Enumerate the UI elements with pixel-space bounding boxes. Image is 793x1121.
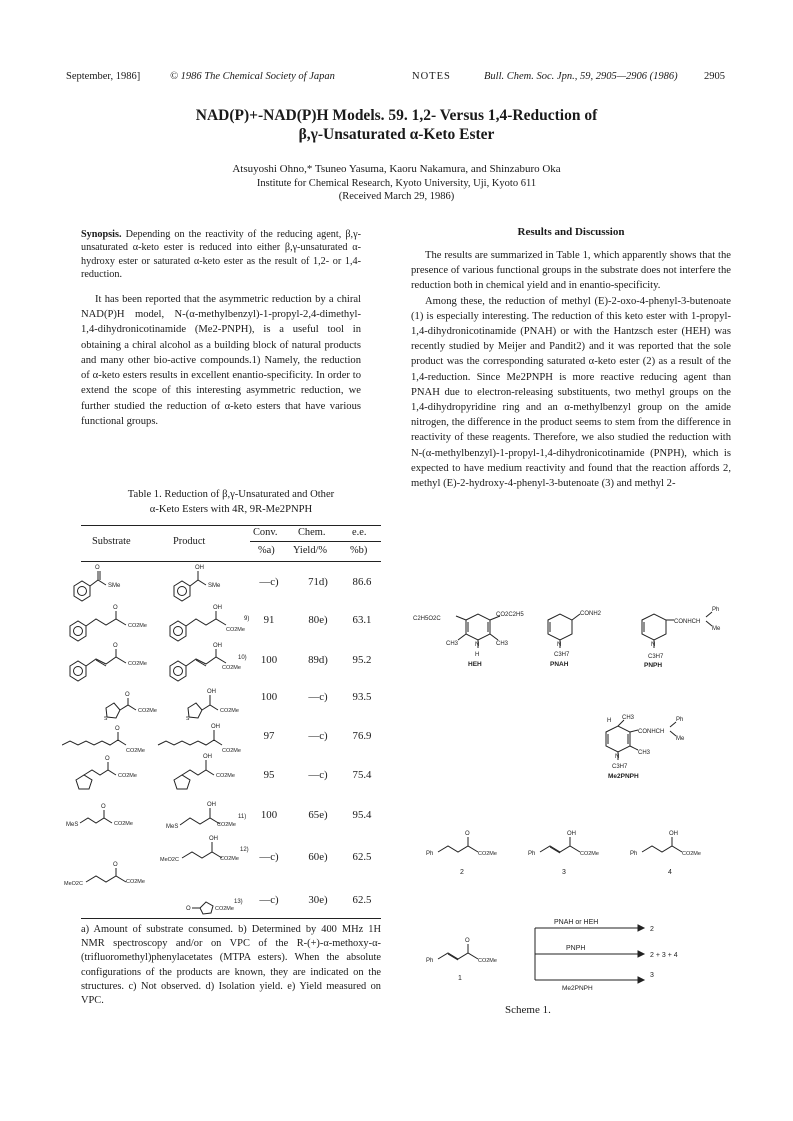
- label-o: O: [186, 906, 191, 912]
- row6-conv: 95: [263, 769, 275, 781]
- label-pnph: PNPH: [644, 662, 663, 669]
- header-section: NOTES: [412, 71, 451, 82]
- substrate-5: [62, 726, 145, 754]
- label-o: O: [465, 831, 470, 837]
- label-o: O: [95, 565, 100, 571]
- substrate-3: [70, 643, 147, 681]
- arrowhead-1: [638, 925, 644, 931]
- synopsis: [81, 228, 361, 282]
- table-footnotes: a) Amount of substrate consumed. b) Determined by 400 MHz 1H NMR spectroscopy and/or on VPC of the R-(+)-α-methoxy-α-(trifluoromethyl)phenylacetates (MTPA esters). When the absolute configurations of the products are known, they are indicated on the structures. c) Not observed. d) Isolation yield. e) Yield measured on VPC.: [81, 924, 381, 1007]
- label-me2pnph: Me2PNPH: [608, 773, 639, 780]
- label-co2me: CO2Me: [215, 906, 234, 912]
- row2-ee: 63.1: [352, 614, 372, 626]
- label-co2me: CO2Me: [216, 773, 235, 779]
- label-heh-left: C2H5O2C: [413, 616, 441, 622]
- substrate-7: [66, 804, 133, 828]
- table-caption-line2: α-Keto Esters with 4R, 9R-Me2PNPH: [149, 504, 313, 515]
- table-top-rule: [81, 525, 381, 526]
- ref-note-9: 9): [244, 616, 250, 622]
- label-co2me: CO2Me: [126, 748, 145, 754]
- product-8: [160, 836, 249, 863]
- compound-4: [630, 831, 701, 876]
- label-oh: OH: [213, 643, 222, 649]
- label-conh2: CONH2: [580, 611, 602, 617]
- table-header-subrule: [250, 541, 381, 542]
- scheme-1: [410, 910, 740, 1000]
- label-co2me: CO2Me: [220, 856, 239, 862]
- header-chem: Chem.: [298, 527, 326, 538]
- label-cpd3: 3: [562, 869, 566, 876]
- label-n: N: [651, 642, 656, 648]
- header-copyright: © 1986 The Chemical Society of Japan: [170, 71, 335, 82]
- table-structures: [62, 560, 262, 920]
- label-meo2c: MeO2C: [64, 881, 83, 887]
- header-conv: Conv.: [253, 527, 278, 538]
- scheme-caption: Scheme 1.: [505, 1004, 551, 1016]
- label-cpd4: 4: [668, 869, 672, 876]
- label-o: O: [125, 692, 130, 698]
- label-co2me: CO2Me: [114, 821, 133, 827]
- row1-conv: —c): [259, 576, 279, 588]
- synopsis-label: Synopsis.: [81, 229, 122, 240]
- article-received: (Received March 29, 1986): [338, 191, 455, 202]
- results-heading: Results and Discussion: [517, 226, 625, 238]
- arrow3-product: 3: [650, 972, 654, 979]
- label-c3h7: C3H7: [648, 654, 664, 660]
- pnph-structure: [642, 607, 721, 669]
- label-me: Me: [712, 626, 721, 632]
- label-co2me: CO2Me: [222, 748, 241, 754]
- results-para1: The results are summarized in Table 1, which apparently shows that the presence of various functional groups in the substrate does not interfere the reduction both in chemical yield and in enantio-specificity.: [411, 250, 731, 292]
- reagent-structures: [410, 602, 740, 792]
- label-co2me: CO2Me: [478, 851, 497, 857]
- label-mes: MeS: [66, 822, 79, 828]
- compound-structures: [410, 822, 740, 882]
- page-number: 2905: [704, 71, 725, 82]
- label-co2me: CO2Me: [138, 708, 157, 714]
- label-n: N: [475, 642, 480, 648]
- row1-yield: 71d): [308, 576, 328, 588]
- row3-conv: 100: [260, 654, 278, 666]
- arrow1-product: 2: [650, 926, 654, 933]
- label-ch3: CH3: [622, 715, 635, 721]
- results-para2: Among these, the reduction of methyl (E)-2-oxo-4-phenyl-3-butenoate (1) is especially interesting. The reduction of this keto ester with 1-propyl-1,4-dihydronicotinamide (PNAH) or with the Hantzsch ester (HEH) was recently studied by Meijer and Pandit2) and it was reported that the sole product was the corresponding saturated α-keto ester (2) as a result of the 1,4-reduction. Since Me2PNPH is more reactive reducing agent than PNAH due to electron-releasing substituents, two methyl groups on the 1,4-dihydropyridine ring and an α-methylbenzyl group on the amide nitrogen, the difference in the product seems to stem from the difference in reactivity of these reagents. Therefore, we also studied the reduction with N-(α-methylbenzyl)-1-propyl-1,4-dihydronicotinamide (PNPH), which is expected to have medium reactivity and found that the reaction affords 2, methyl (E)-2-hydroxy-4-phenyl-3-butenoate (3) and methyl 2-: [411, 295, 731, 490]
- row5-conv: 97: [263, 730, 275, 742]
- article-title-line2: β,γ-Unsaturated α-Keto Ester: [298, 126, 495, 143]
- product-7: [166, 802, 246, 830]
- svg-text:S: S: [104, 716, 108, 722]
- header-date: September, 1986]: [66, 71, 141, 82]
- label-heh: HEH: [468, 661, 482, 668]
- row3-ee: 95.2: [352, 654, 372, 666]
- label-ch3: CH3: [638, 750, 651, 756]
- label-pnah: PNAH: [550, 661, 569, 668]
- arrowhead-2: [638, 951, 644, 957]
- product-3: [170, 643, 247, 681]
- right-column: [411, 248, 731, 491]
- substrate-2: [70, 605, 147, 641]
- compound-2: [426, 831, 497, 876]
- label-ph: Ph: [426, 851, 434, 857]
- row7-conv: 100: [260, 809, 278, 821]
- header-product: Product: [173, 536, 206, 547]
- compound-1: [426, 938, 497, 982]
- label-co2me: CO2Me: [118, 773, 137, 779]
- label-ph: Ph: [426, 958, 434, 964]
- label-co2me: CO2Me: [220, 708, 239, 714]
- label-h: H: [607, 718, 612, 724]
- row5-yield: —c): [308, 730, 328, 742]
- row7-ee: 95.4: [352, 809, 372, 821]
- arrow3-reagent: Me2PNPH: [562, 985, 593, 992]
- label-conhch: CONHCH: [638, 729, 665, 735]
- label-meo2c: MeO2C: [160, 857, 179, 863]
- row8-conv: —c): [259, 851, 279, 863]
- article-affiliation: Institute for Chemical Research, Kyoto University, Uji, Kyoto 611: [256, 178, 537, 189]
- label-oh: OH: [669, 831, 678, 837]
- article-authors: Atsuyoshi Ohno,* Tsuneo Yasuma, Kaoru Nakamura, and Shinzaburo Oka: [232, 163, 561, 175]
- arrow1-reagent: PNAH or HEH: [554, 919, 599, 926]
- label-o: O: [105, 756, 110, 762]
- product-4: [186, 689, 239, 722]
- label-cpd2: 2: [460, 869, 464, 876]
- label-oh: OH: [567, 831, 576, 837]
- row8-yield: 60e): [308, 851, 328, 863]
- label-co2me: CO2Me: [478, 958, 497, 964]
- arrow2-reagent: PNPH: [566, 945, 586, 952]
- row4-conv: 100: [260, 691, 278, 703]
- row7-yield: 65e): [308, 809, 328, 821]
- label-ph: Ph: [712, 607, 720, 613]
- label-o: O: [465, 938, 470, 944]
- label-n: N: [557, 642, 562, 648]
- ref-note-12: 12): [240, 847, 249, 853]
- label-c3h7: C3H7: [612, 764, 628, 770]
- label-ph: Ph: [676, 717, 684, 723]
- label-mes: MeS: [166, 824, 179, 830]
- label-o: O: [101, 804, 106, 810]
- label-n: N: [615, 754, 620, 760]
- label-sme: SMe: [108, 583, 121, 589]
- row9-conv: —c): [259, 894, 279, 906]
- left-column: [81, 228, 361, 429]
- product-6: [174, 754, 235, 789]
- label-ph: Ph: [528, 851, 536, 857]
- table-caption: [81, 487, 381, 517]
- row2-conv: 91: [263, 614, 275, 626]
- label-co2me: CO2Me: [128, 623, 147, 629]
- label-oh: OH: [203, 754, 212, 760]
- row8-ee: 62.5: [352, 851, 372, 863]
- label-ch3: CH3: [446, 641, 459, 647]
- label-co2me: CO2Me: [222, 665, 241, 671]
- label-ch3: CH3: [496, 641, 509, 647]
- table-caption-line1: Table 1. Reduction of β,γ-Unsaturated and Other: [127, 489, 335, 500]
- row9-ee: 62.5: [352, 894, 372, 906]
- label-h: H: [475, 652, 480, 658]
- label-heh-right: CO2C2H5: [496, 612, 524, 618]
- header-chem-unit: Yield/%: [293, 545, 328, 556]
- product-5: [158, 724, 241, 754]
- label-o: O: [113, 605, 118, 611]
- label-ph: Ph: [630, 851, 638, 857]
- compound-3: [528, 831, 599, 876]
- substrate-1: [74, 565, 121, 601]
- label-o: O: [115, 726, 120, 732]
- label-oh: OH: [195, 565, 204, 571]
- label-co2me: CO2Me: [126, 879, 145, 885]
- label-sme: SMe: [208, 583, 221, 589]
- ref-note-13: 13): [234, 899, 243, 905]
- label-co2me: CO2Me: [226, 627, 245, 633]
- row4-yield: —c): [308, 691, 328, 703]
- label-co2me: CO2Me: [217, 822, 236, 828]
- label-oh: OH: [209, 836, 218, 842]
- product-2: [170, 605, 249, 641]
- row6-yield: —c): [308, 769, 328, 781]
- header-substrate: Substrate: [92, 536, 131, 547]
- label-me: Me: [676, 736, 685, 742]
- article-title-line1: NAD(P)+-NAD(P)H Models. 59. 1,2- Versus 1,4-Reduction of: [195, 107, 598, 124]
- svg-text:S: S: [186, 716, 190, 722]
- substrate-8: [64, 862, 145, 887]
- heh-structure: [413, 612, 524, 668]
- label-co2me: CO2Me: [580, 851, 599, 857]
- product-1: [174, 565, 221, 601]
- row5-ee: 76.9: [352, 730, 372, 742]
- row2-yield: 80e): [308, 614, 328, 626]
- label-o: O: [113, 862, 118, 868]
- label-co2me: CO2Me: [128, 661, 147, 667]
- row6-ee: 75.4: [352, 769, 372, 781]
- intro-paragraph: It has been reported that the asymmetric reduction by a chiral NAD(P)H model, N-(α-methylbenzyl)-1-propyl-2,4-dimethyl-1,4-dihydronicotinamide (Me2-PNPH), is a useful tool in obtaining a chiral alcohol as a building block of natural products and many other bio-active compounds.1) Namely, the reduction of α-keto esters results in excellent enantio-specificity. In order to extend the scope of this interesting asymmetric reduction, we further studied the reduction of α-keto esters that have various functional groups.: [81, 293, 361, 427]
- me2pnph-structure: [606, 715, 685, 780]
- label-o: O: [113, 643, 118, 649]
- ref-note-10: 10): [238, 655, 247, 661]
- synopsis-text: Depending on the reactivity of the reducing agent, β,γ-unsaturated α-keto ester is reduced into either β,γ-unsaturated α-hydroxy ester or saturated α-keto ester as the result of 1,2- or 1,4-reduction.: [81, 229, 361, 281]
- label-cpd1: 1: [458, 975, 462, 982]
- label-oh: OH: [207, 802, 216, 808]
- pnah-structure: [548, 611, 602, 668]
- row9-yield: 30e): [308, 894, 328, 906]
- row1-ee: 86.6: [352, 576, 372, 588]
- header-ee-unit: %b): [350, 545, 368, 556]
- header-conv-unit: %a): [258, 545, 275, 556]
- substrate-4: [104, 692, 157, 722]
- substrate-6: [76, 756, 137, 789]
- header-ee: e.e.: [352, 527, 367, 538]
- label-co2me: CO2Me: [682, 851, 701, 857]
- product-9: [186, 899, 243, 914]
- arrowhead-3: [638, 977, 644, 983]
- label-oh: OH: [211, 724, 220, 730]
- ref-note-11: 11): [238, 814, 247, 820]
- label-oh: OH: [207, 689, 216, 695]
- header-journal: Bull. Chem. Soc. Jpn., 59, 2905—2906 (1986): [484, 71, 678, 82]
- label-c3h7: C3H7: [554, 652, 570, 658]
- label-oh: OH: [213, 605, 222, 611]
- row3-yield: 89d): [308, 654, 328, 666]
- label-conhch: CONHCH: [674, 619, 701, 625]
- row4-ee: 93.5: [352, 691, 372, 703]
- arrow2-product: 2 + 3 + 4: [650, 952, 678, 959]
